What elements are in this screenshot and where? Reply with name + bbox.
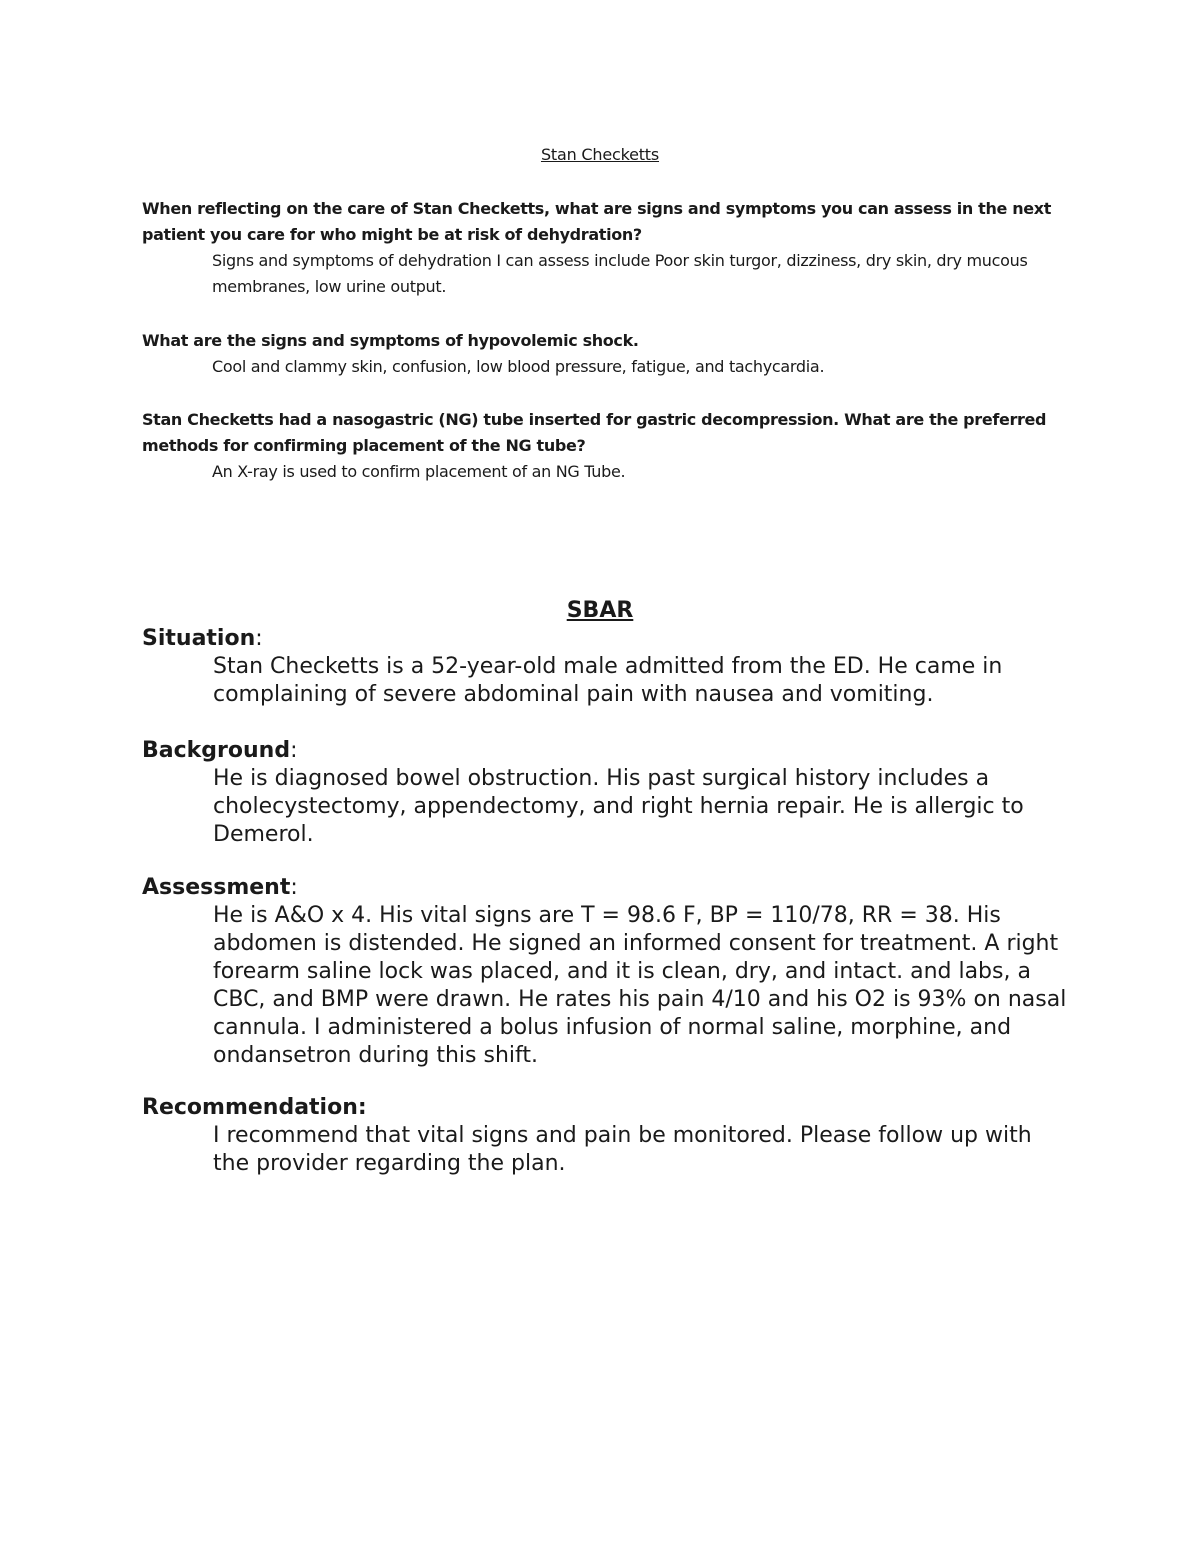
sbar-body: Stan Checketts is a 52-year-old male admitted from the ED. He came in complaining of severe abdominal pain with nausea and vomiting.	[213, 654, 1003, 707]
heading-colon: :	[290, 875, 298, 900]
reflection-question-3	[142, 407, 1062, 485]
heading-label: Assessment	[142, 875, 291, 900]
sbar-body: He is A&O x 4. His vital signs are T = 98.6 F, BP = 110/78, RR = 38. His abdomen is distended. He signed an informed consent for treatment. A right forearm saline lock was placed, and it is clean, dry, and intact. and labs, a CBC, and BMP were drawn. He rates his pain 4/10 and his O2 is 93% on nasal cannula. I administered a bolus infusion of normal saline, morphine, and ondansetron during this shift.	[213, 903, 1067, 1068]
sbar-situation	[142, 625, 1072, 709]
heading-label: Background	[142, 738, 291, 763]
answer-text: Signs and symptoms of dehydration I can assess include Poor skin turgor, dizziness, dry skin, dry mucous membranes, low urine output.	[212, 251, 1028, 296]
answer-text: Cool and clammy skin, confusion, low blood pressure, fatigue, and tachycardia.	[212, 357, 825, 376]
sbar-body: He is diagnosed bowel obstruction. His past surgical history includes a cholecystectomy, appendectomy, and right hernia repair. He is allergic to Demerol.	[213, 766, 1024, 847]
sbar-background	[142, 737, 1072, 849]
sbar-title: SBAR	[566, 598, 634, 623]
sbar-heading	[142, 625, 1072, 653]
sbar-assessment	[142, 874, 1072, 1070]
heading-label: Recommendation	[142, 1095, 358, 1120]
sbar-heading	[142, 737, 1072, 765]
question-text: When reflecting on the care of Stan Checketts, what are signs and symptoms you can assess in the next patient you care for who might be at risk of dehydration?	[142, 199, 1052, 244]
question-text: What are the signs and symptoms of hypovolemic shock.	[142, 331, 639, 350]
question-text: Stan Checketts had a nasogastric (NG) tube inserted for gastric decompression. What are the preferred methods for confirming placement of the NG tube?	[142, 410, 1047, 455]
sbar-recommendation	[142, 1094, 1072, 1178]
heading-label: Situation	[142, 626, 256, 651]
sbar-body: I recommend that vital signs and pain be monitored. Please follow up with the provider regarding the plan.	[213, 1123, 1032, 1176]
heading-colon: :	[290, 738, 298, 763]
sbar-heading	[142, 1094, 1072, 1122]
heading-colon: :	[357, 1095, 367, 1120]
sbar-heading	[142, 874, 1072, 902]
reflection-question-1	[142, 196, 1062, 300]
heading-colon: :	[255, 626, 263, 651]
reflection-question-2	[142, 328, 1062, 380]
answer-text: An X-ray is used to confirm placement of an NG Tube.	[212, 462, 626, 481]
document-title: Stan Checketts	[540, 145, 660, 164]
